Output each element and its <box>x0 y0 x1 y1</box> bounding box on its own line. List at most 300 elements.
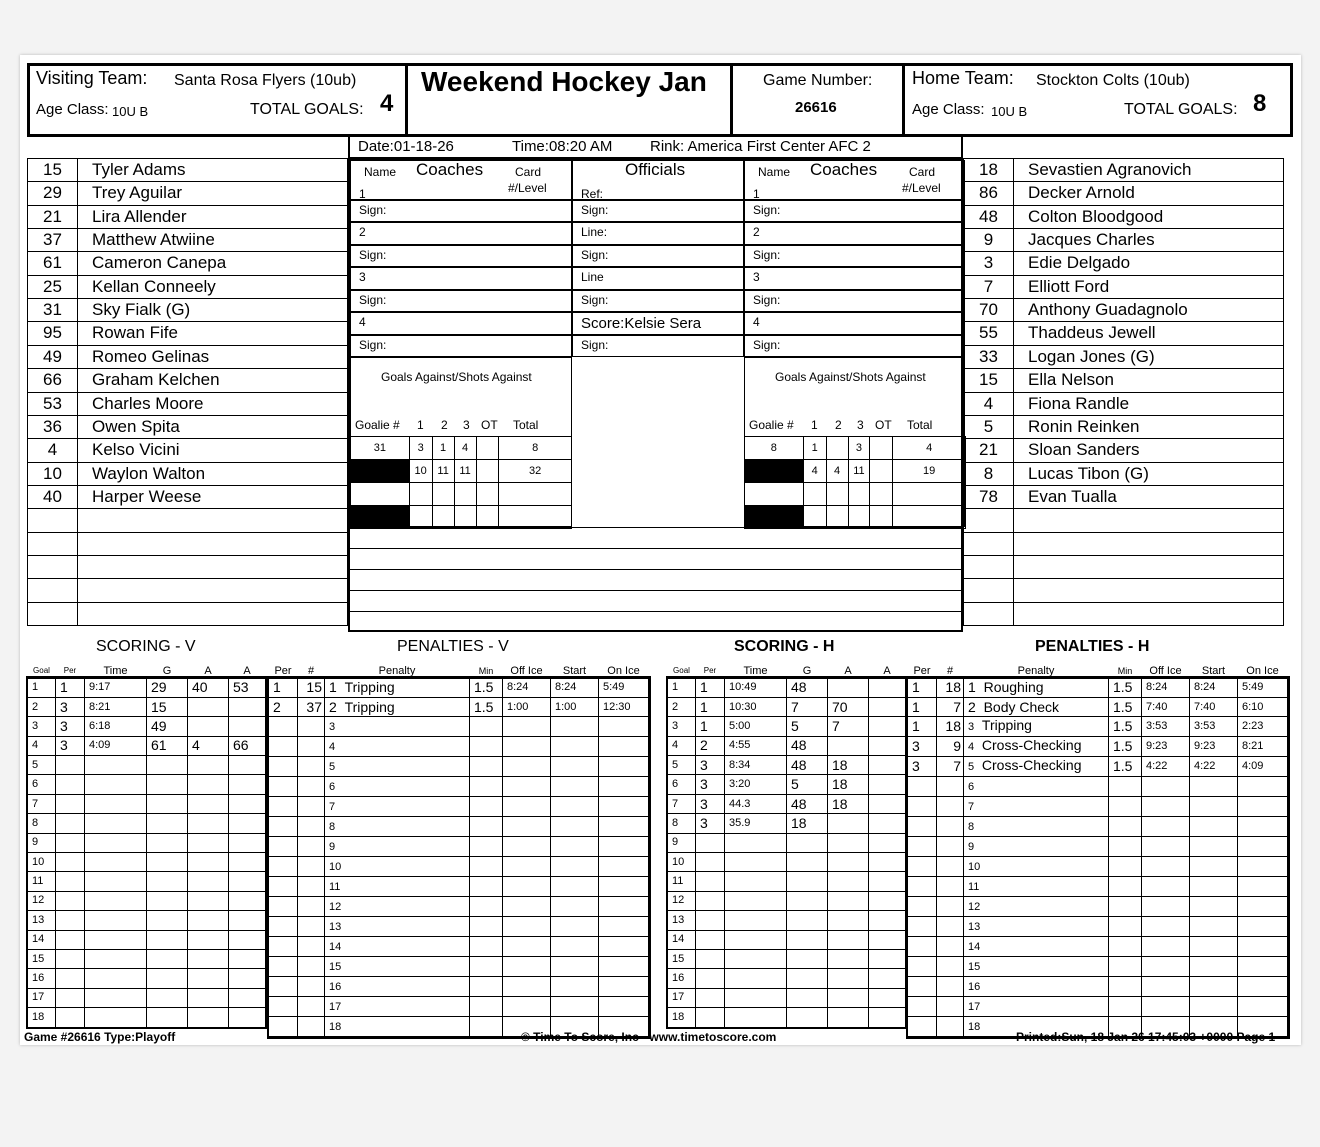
penalty <box>964 678 1109 697</box>
on-ice <box>599 917 649 937</box>
time: 44.3 <box>725 794 787 813</box>
period <box>696 1008 725 1027</box>
jersey-number: 66 <box>28 369 78 391</box>
penalty-row <box>269 957 649 977</box>
goal-number: 2 <box>28 697 56 716</box>
minutes <box>470 797 503 817</box>
time <box>725 969 787 988</box>
player-number <box>937 797 964 817</box>
roster-row <box>963 603 1284 626</box>
time <box>725 930 787 949</box>
column-header: Per <box>913 664 931 677</box>
goal-number: 6 <box>28 775 56 794</box>
player-number <box>937 917 964 937</box>
jersey-number <box>28 579 78 601</box>
official-row-label: Sign: <box>581 338 609 352</box>
scoring-v-title: SCORING - V <box>96 638 196 655</box>
goal-number: 11 <box>28 872 56 891</box>
penalty-row <box>269 857 649 877</box>
notes-line <box>350 548 961 549</box>
jersey-number: 4 <box>964 393 1014 415</box>
period: 1 <box>908 678 937 697</box>
jersey-number: 10 <box>28 463 78 485</box>
goalie-stat <box>432 506 454 529</box>
roster-row <box>963 509 1284 532</box>
scoring-h-title: SCORING - H <box>734 638 835 655</box>
goalie-stat <box>893 483 966 506</box>
player-name: Ella Nelson <box>1028 370 1114 390</box>
jersey-number <box>28 533 78 555</box>
roster-row <box>27 439 348 462</box>
start <box>551 977 599 997</box>
period <box>269 977 298 997</box>
visiting-goals-label: TOTAL GOALS: <box>250 101 364 118</box>
goalie-stat: 11 <box>454 460 476 483</box>
roster-row <box>27 299 348 322</box>
start <box>551 817 599 837</box>
period <box>908 897 937 917</box>
period <box>56 891 85 910</box>
player-name: Charles Moore <box>92 393 204 413</box>
start <box>1190 917 1238 937</box>
on-ice: 5:49 <box>1238 678 1288 697</box>
period <box>56 853 85 872</box>
time <box>85 911 147 930</box>
goal-number: 12 <box>28 891 56 910</box>
penalty-index: 3 <box>968 721 975 734</box>
jersey-number: 55 <box>964 322 1014 344</box>
goalie-stat <box>432 483 454 506</box>
penalty-row <box>908 678 1288 697</box>
on-ice <box>599 877 649 897</box>
player-name <box>78 603 92 625</box>
goal-number: 5 <box>28 756 56 775</box>
visitor-coach-row-label: 4 <box>359 315 366 329</box>
off-ice <box>503 857 551 877</box>
player-number <box>937 877 964 897</box>
home-coach-row-label: 3 <box>753 270 760 284</box>
goal-number: 1 <box>668 678 696 697</box>
player-name: Ronin Reinken <box>1028 416 1140 436</box>
goalie-stat <box>454 483 476 506</box>
off-ice <box>1142 917 1190 937</box>
penalty-index: 12 <box>968 901 981 914</box>
visitor-coach-row <box>350 200 572 222</box>
penalty-row <box>269 817 649 837</box>
goal-number: 4 <box>668 736 696 755</box>
minutes: 1.5 <box>1109 737 1142 757</box>
home-age-label: Age Class: <box>912 101 985 118</box>
penalty <box>325 777 470 797</box>
penalty-index: 9 <box>968 841 975 854</box>
player-name: Jacques Charles <box>1028 230 1155 250</box>
goalie-stat <box>476 506 499 529</box>
assist <box>229 853 266 872</box>
game-rink: Rink: America First Center AFC 2 <box>650 138 871 155</box>
penalty-row <box>269 797 649 817</box>
period <box>269 897 298 917</box>
goalie-stat: 4 <box>893 437 966 460</box>
assist <box>229 930 266 949</box>
time <box>725 872 787 891</box>
period: 3 <box>696 814 725 833</box>
assist <box>869 736 906 755</box>
official-row <box>572 312 744 335</box>
player-number <box>937 897 964 917</box>
goal-number: 18 <box>668 1008 696 1027</box>
column-header: Start <box>1201 664 1226 677</box>
on-ice <box>1238 797 1288 817</box>
off-ice <box>1142 897 1190 917</box>
on-ice <box>599 837 649 857</box>
player-number <box>937 857 964 877</box>
jersey-number: 70 <box>964 299 1014 321</box>
home-coach-name-label: Name <box>758 165 791 179</box>
player-name: Kelso Vicini <box>92 440 180 460</box>
goalie-header: Goalie # <box>749 418 794 432</box>
assist <box>869 872 906 891</box>
penalty-row <box>908 697 1288 716</box>
penalty-row <box>908 897 1288 917</box>
time: 3:20 <box>725 775 787 794</box>
goalie-header: OT <box>481 418 498 432</box>
home-coach-row <box>744 200 965 222</box>
goal-number: 3 <box>668 717 696 736</box>
penalty <box>325 817 470 837</box>
assist <box>229 1008 266 1027</box>
goalie-stat <box>848 483 870 506</box>
on-ice <box>599 957 649 977</box>
penalty-row <box>269 697 649 716</box>
penalty-index: 10 <box>329 861 342 874</box>
on-ice <box>1238 817 1288 837</box>
on-ice <box>1238 857 1288 877</box>
penalty-row <box>908 797 1288 817</box>
notes-line <box>350 569 961 570</box>
home-goalie-label: Goals Against/Shots Against <box>775 370 926 384</box>
start <box>1190 837 1238 857</box>
assist <box>229 833 266 852</box>
time: 10:30 <box>725 697 787 716</box>
minutes <box>470 877 503 897</box>
jersey-number: 21 <box>28 206 78 228</box>
roster-row <box>963 486 1284 509</box>
official-row <box>572 290 744 312</box>
player-number: 37 <box>298 697 325 716</box>
game-info-bar <box>348 136 963 159</box>
goal-number: 14 <box>668 930 696 949</box>
off-ice: 1:00 <box>503 697 551 716</box>
minutes <box>470 857 503 877</box>
jersey-number: 7 <box>964 276 1014 298</box>
assist <box>828 988 869 1007</box>
penalty-index: 15 <box>968 961 981 974</box>
period <box>908 917 937 937</box>
penalty-row <box>908 757 1288 777</box>
period <box>269 797 298 817</box>
period <box>908 837 937 857</box>
penalty <box>964 857 1109 877</box>
goal-scorer <box>147 1008 188 1027</box>
jersey-number: 61 <box>28 252 78 274</box>
off-ice <box>503 957 551 977</box>
assist <box>869 930 906 949</box>
start: 1:00 <box>551 697 599 716</box>
notes-line <box>350 611 961 612</box>
visitor-coach-row-label: 1 <box>359 187 366 200</box>
player-number <box>937 777 964 797</box>
scoring-row <box>28 756 266 775</box>
penalty <box>964 737 1109 757</box>
home-coach-row <box>744 267 965 290</box>
goalie-stat: 19 <box>893 460 966 483</box>
penalty-index: 7 <box>329 801 336 814</box>
penalty-row <box>269 997 649 1017</box>
off-ice <box>503 877 551 897</box>
column-header: # <box>946 664 954 677</box>
off-ice <box>1142 977 1190 997</box>
start <box>551 757 599 777</box>
time <box>85 814 147 833</box>
assist <box>869 775 906 794</box>
jersey-number <box>964 579 1014 601</box>
penalty-index: 8 <box>329 821 336 834</box>
goalie-stat <box>499 483 572 506</box>
period <box>269 717 298 737</box>
minutes <box>470 757 503 777</box>
start <box>1190 977 1238 997</box>
start <box>551 917 599 937</box>
jersey-number: 40 <box>28 486 78 508</box>
penalty <box>325 697 470 716</box>
penalty-index: 2 <box>968 698 976 715</box>
penalty-row <box>269 777 649 797</box>
start <box>551 877 599 897</box>
scoring-row <box>668 988 906 1007</box>
period <box>908 957 937 977</box>
penalty-row <box>908 777 1288 797</box>
time <box>85 1008 147 1027</box>
scoring-row <box>28 930 266 949</box>
period <box>696 872 725 891</box>
scoring-row <box>668 736 906 755</box>
minutes <box>1109 837 1142 857</box>
goalie-number <box>351 483 410 506</box>
visitor-coach-row <box>350 335 572 357</box>
goal-scorer <box>147 853 188 872</box>
goalie-stat <box>409 483 432 506</box>
assist <box>229 814 266 833</box>
jersey-number: 3 <box>964 252 1014 274</box>
column-header: A <box>844 664 852 677</box>
jersey-number <box>964 533 1014 555</box>
goal-scorer <box>147 794 188 813</box>
time <box>85 756 147 775</box>
visitor-coach-row-label: Sign: <box>359 338 387 352</box>
home-coach-row <box>744 290 965 312</box>
on-ice: 4:09 <box>1238 757 1288 777</box>
assist <box>869 833 906 852</box>
player-name: Sloan Sanders <box>1028 440 1140 460</box>
assist <box>188 1008 229 1027</box>
goal-number: 10 <box>28 853 56 872</box>
roster-row <box>963 439 1284 462</box>
assist <box>188 930 229 949</box>
jersey-number: 8 <box>964 463 1014 485</box>
minutes <box>470 1017 503 1037</box>
off-ice <box>1142 837 1190 857</box>
scoring-row <box>668 1008 906 1027</box>
time <box>85 794 147 813</box>
column-header: G <box>162 664 172 677</box>
roster-row <box>963 299 1284 322</box>
period <box>269 1017 298 1037</box>
goal-scorer <box>787 872 828 891</box>
goalie-stat <box>454 506 476 529</box>
goal-scorer <box>147 833 188 852</box>
goal-scorer <box>787 988 828 1007</box>
assist <box>229 969 266 988</box>
visitor-goalie-box <box>350 357 572 527</box>
goalie-number <box>745 460 804 483</box>
minutes <box>470 737 503 757</box>
assist <box>828 930 869 949</box>
period <box>908 877 937 897</box>
home-card-level-label: #/Level <box>902 181 941 195</box>
penalty-index: 11 <box>329 881 341 894</box>
column-header: Per <box>274 664 292 677</box>
period <box>696 988 725 1007</box>
penalty <box>964 777 1109 797</box>
scoring-row <box>28 678 266 697</box>
start <box>551 797 599 817</box>
goalie-number: 8 <box>745 437 804 460</box>
goal-scorer: 49 <box>147 717 188 736</box>
period <box>908 797 937 817</box>
roster-row <box>27 206 348 229</box>
jersey-number: 78 <box>964 486 1014 508</box>
penalty-row <box>908 717 1288 737</box>
player-number <box>937 937 964 957</box>
goalie-stat <box>476 437 499 460</box>
assist <box>188 697 229 716</box>
header-row <box>269 664 649 678</box>
goalie-header: 3 <box>857 418 864 432</box>
goal-number: 11 <box>668 872 696 891</box>
on-ice: 5:49 <box>599 678 649 697</box>
on-ice <box>599 797 649 817</box>
period <box>696 833 725 852</box>
penalties-h-table <box>907 664 1288 1037</box>
penalty-index: 15 <box>329 961 342 974</box>
penalty-row <box>269 877 649 897</box>
roster-row <box>27 252 348 275</box>
penalty-index: 17 <box>329 1001 342 1014</box>
start: 8:24 <box>551 678 599 697</box>
roster-row <box>27 533 348 556</box>
penalty <box>964 917 1109 937</box>
goal-number: 16 <box>668 969 696 988</box>
penalty <box>964 897 1109 917</box>
penalty-row <box>269 937 649 957</box>
assist <box>828 678 869 697</box>
goal-number: 7 <box>668 794 696 813</box>
official-row <box>572 335 744 357</box>
assist <box>188 853 229 872</box>
visiting-team-label: Visiting Team: <box>36 68 148 88</box>
visitor-coaches-title: Coaches <box>416 160 484 179</box>
goal-number: 17 <box>668 988 696 1007</box>
goal-scorer: 7 <box>787 697 828 716</box>
period: 1 <box>269 678 298 697</box>
goal-scorer <box>787 833 828 852</box>
roster-row <box>27 393 348 416</box>
scoring-row <box>28 911 266 930</box>
player-number <box>298 937 325 957</box>
visitor-coach-row <box>350 267 572 290</box>
column-header: Off Ice <box>1149 664 1182 677</box>
home-coach-row <box>744 335 965 357</box>
off-ice <box>1142 957 1190 977</box>
player-number: 9 <box>937 737 964 757</box>
assist <box>828 833 869 852</box>
header-row <box>908 664 1288 678</box>
goal-number: 4 <box>28 736 56 755</box>
goal-number: 9 <box>28 833 56 852</box>
goalie-stat <box>476 460 499 483</box>
goal-number: 13 <box>28 911 56 930</box>
player-number: 18 <box>937 678 964 697</box>
scoring-row <box>28 833 266 852</box>
assist <box>229 988 266 1007</box>
assist <box>188 891 229 910</box>
minutes <box>470 977 503 997</box>
time <box>85 949 147 968</box>
goal-number: 13 <box>668 911 696 930</box>
goal-scorer: 48 <box>787 678 828 697</box>
penalties-v-table <box>268 664 649 1037</box>
assist: 18 <box>828 756 869 775</box>
period <box>696 949 725 968</box>
goalie-stat <box>826 437 848 460</box>
start: 3:53 <box>1190 717 1238 737</box>
period: 3 <box>56 736 85 755</box>
assist <box>229 949 266 968</box>
period <box>908 817 937 837</box>
period: 3 <box>908 757 937 777</box>
goalie-row <box>745 437 966 460</box>
penalty-index: 13 <box>968 921 981 934</box>
penalty-row <box>269 757 649 777</box>
period: 1 <box>56 678 85 697</box>
official-row-label: Sign: <box>581 203 609 217</box>
minutes <box>470 937 503 957</box>
assist <box>229 697 266 716</box>
goalie-header: 2 <box>441 418 448 432</box>
event-title: Weekend Hockey Jan <box>421 66 707 97</box>
assist <box>229 891 266 910</box>
roster-row <box>27 463 348 486</box>
player-number <box>298 757 325 777</box>
assist: 7 <box>828 717 869 736</box>
player-number: 7 <box>937 697 964 716</box>
period <box>56 794 85 813</box>
roster-row <box>27 509 348 532</box>
penalty-index: 12 <box>329 901 342 914</box>
goal-scorer <box>787 891 828 910</box>
time <box>725 891 787 910</box>
game-date: Date:01-18-26 <box>358 138 454 155</box>
